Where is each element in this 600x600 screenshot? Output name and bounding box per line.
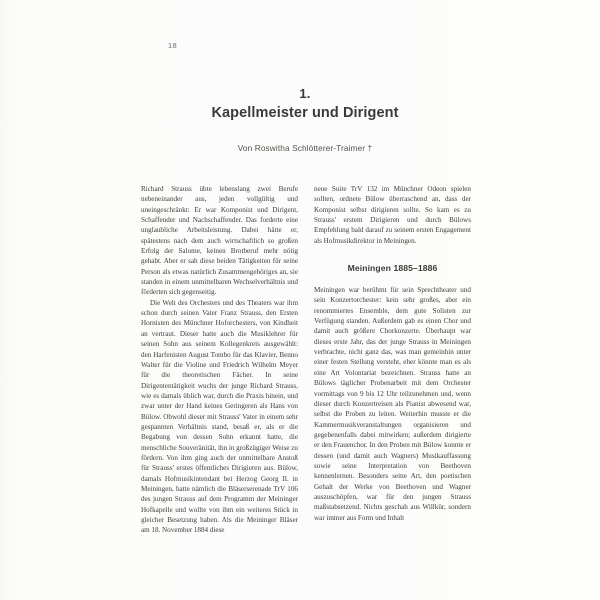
chapter-header (140, 86, 470, 153)
paragraph: Richard Strauss übte lebenslang zwei Berufe nebeneinander aus, jeden vollgültig und uneingeschränkt: Er war Komponist und Dirigent, Schaffender und Nachschaffender. Das forderte eine unglaubliche Arbeitsleistung. Dabei hätte er, spätestens nach dem auch wirtschaftlich so großen Erfolg der Salome, keinen Brotberuf mehr nötig gehabt. Aber er sah diese beiden Tätigkeiten für seine Person als etwas natürlich Zusammengehöriges an, sie standen in einem unmittelbaren Wechselverhältnis und förderten sich gegenseitig. (141, 185, 298, 297)
paragraph: neue Suite TrV 132 im Münchner Odeon spielen sollten, ordnete Bülow überraschend an, dass der Komponist selbst dirigieren sollte. So kam es zu Strauss' erstem Dirigieren und durch Bülows Empfehlung bald darauf zu seinem ersten Engagement als Hofmusikdirektor in Meiningen. (314, 185, 471, 245)
section-heading: Meiningen 1885–1886 (347, 263, 438, 274)
paragraph: Die Welt des Orchesters und des Theaters war ihm schon durch seinen Vater Franz Strauss, den Ersten Hornisten des Münchner Hoforchesters, von Kindheit an vertraut. Dieser hatte auch die Musiklehrer für seinen Sohn aus seinem Kollegenkreis ausgewählt: den Harfenisten August Tombo für das Klavier, Benno Walter für die Violine und Friedrich Wilhelm Meyer für die theoretischen Fächer. In seine Dirigententätigkeit wuchs der junge Richard Strauss, wie es damals üblich war, durch die Praxis hinein, und zwar unter der Hand keines Geringeren als Hans von Bülow. Obwohl dieser mit Strauss' Vater in einem sehr gespannten Verhältnis stand, besaß er, als er die Begabung von dessen Sohn erkannt hatte, die menschliche Souveränität, ihn in großzügiger Weise zu fördern. Von ihm ging auch der unmittelbare Anstoß für Strauss' erstes öffentliches Dirigieren aus. Bülow, damals Hofmusikintendant bei Herzog Georg II. in Meiningen, hatte nämlich die Bläserserenade TrV 106 des jungen Strauss auf dem Programm der Meininger Hofkapelle und wollte von ihm ein weiteres Stück in gleicher Besetzung haben. Als die Meininger Bläser am 18. November 1884 diese (141, 298, 298, 535)
author-byline: Von Roswitha Schlötterer-Traimer † (237, 143, 373, 153)
paragraph: Meiningen war berühmt für sein Sprechtheater und sein Konzertorchester: kein sehr großes, aber ein renommiertes Ensemble, dem gute Solisten zur Verfügung standen. Außerdem gab es einen Chor und damit auch größere Chorkonzerte. Überhaupt war dieses erste Jahr, das der junge Strauss in Meiningen verbrachte, nicht ganz das, was man gemeinhin unter einer festen Stellung versteht, eher könnte man es als eine Art Volontariat bezeichnen. Strauss hatte an Bülows täglicher Probenarbeit mit dem Orchester vormittags von 9 bis 12 Uhr teilzunehmen und, wenn dieser durch Konzertreisen als Pianist abwesend war, selbst die Proben zu leiten. Weiterhin musste er die Kammermusikveranstaltungen organisieren und gegebenenfalls dabei mitwirken; außerdem dirigierte er den Frauenchor. In den Proben mit Bülow konnte er dessen (und damit auch Wagners) Musikauffassung sowie seine Interpretation von Beethoven kennenlernen. Besonders seine Art, den poetischen Gehalt der Werke von Beethoven und Wagner auszuschöpfen, war für den jungen Strauss maßstabsetzend. Nichts geschah aus Willkür, sondern war immer aus Form und Inhalt (314, 286, 471, 522)
page-number: 18 (168, 41, 177, 50)
body-columns (141, 184, 471, 562)
right-column (314, 184, 471, 562)
chapter-title: Kapellmeister und Dirigent (211, 105, 399, 121)
left-column (141, 184, 298, 562)
chapter-number: 1. (299, 86, 311, 101)
